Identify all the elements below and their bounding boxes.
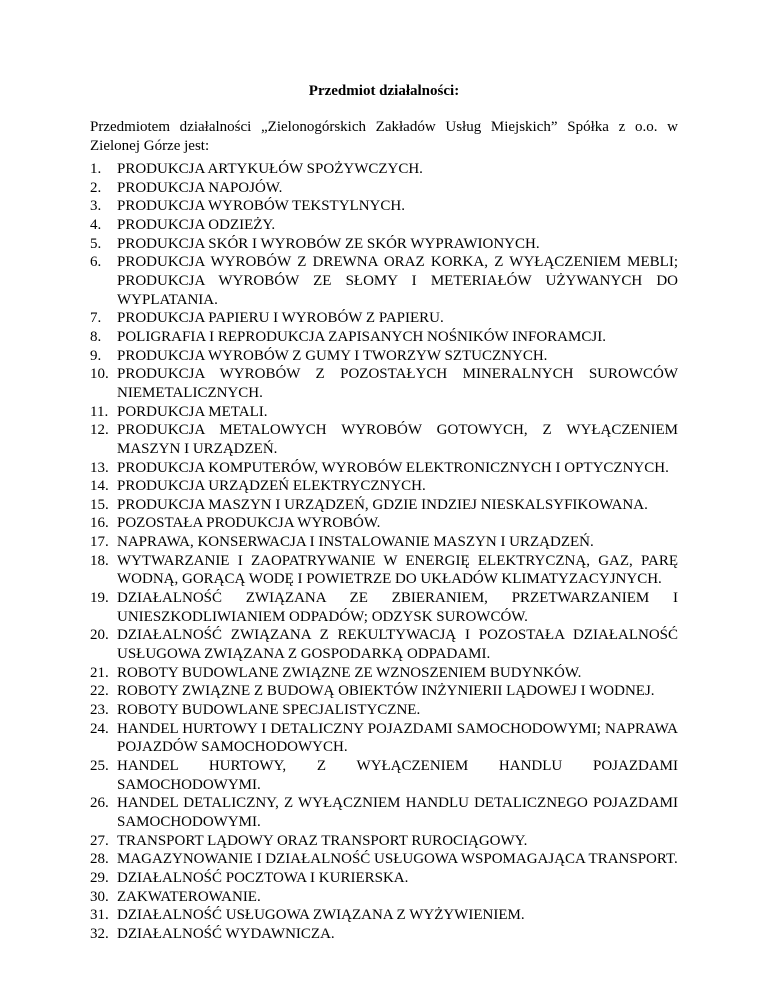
list-item-number: 4. <box>90 216 102 233</box>
list-item-text: PRODUKCJA ARTYKUŁÓW SPOŻYWCZYCH. <box>117 161 423 177</box>
list-item-number: 3. <box>90 198 102 215</box>
list-item <box>90 626 678 663</box>
list-item-text: PRODUKCJA WYROBÓW Z POZOSTAŁYCH MINERALNYCH SUROWCÓW NIEMETALICZNYCH. <box>117 366 678 401</box>
list-item-number: 14. <box>90 478 109 495</box>
list-item-number: 2. <box>90 179 102 196</box>
list-item-text: NAPRAWA, KONSERWACJA I INSTALOWANIE MASZYN I URZĄDZEŃ. <box>117 534 594 551</box>
list-item-text: PRODUKCJA URZĄDZEŃ ELEKTRYCZNYCH. <box>117 478 426 495</box>
list-item <box>90 365 678 402</box>
list-item <box>90 832 678 851</box>
list-item-number: 11. <box>90 403 109 420</box>
document-title: Przedmiot działalności: <box>308 83 460 99</box>
list-item-number: 13. <box>90 459 109 476</box>
list-item-number: 21. <box>90 664 109 681</box>
list-item <box>90 179 678 198</box>
list-item <box>90 869 678 888</box>
list-item-number: 6. <box>90 254 102 271</box>
list-item <box>90 328 678 347</box>
list-item-text: DZIAŁALNOŚĆ POCZTOWA I KURIERSKA. <box>117 869 409 886</box>
list-item-number: 19. <box>90 590 109 607</box>
list-item-number: 29. <box>90 869 109 886</box>
list-item <box>90 197 678 216</box>
list-item-text: DZIAŁALNOŚĆ USŁUGOWA ZWIĄZANA Z WYŻYWIENIEM. <box>117 907 525 924</box>
list-item-text: PRODUKCJA PAPIERU I WYROBÓW Z PAPIERU. <box>117 310 444 327</box>
list-item-number: 5. <box>90 235 102 252</box>
list-item-number: 12. <box>90 422 109 439</box>
list-item-number: 8. <box>90 328 102 345</box>
list-item <box>90 216 678 235</box>
list-item-number: 20. <box>90 627 109 644</box>
list-item-text: PRODUKCJA WYROBÓW TEKSTYLNYCH. <box>117 198 405 215</box>
list-item-text: PRODUKCJA NAPOJÓW. <box>117 179 283 196</box>
list-item <box>90 925 678 944</box>
list-item-number: 32. <box>90 925 109 942</box>
list-item <box>90 403 678 422</box>
list-item-number: 25. <box>90 758 109 774</box>
list-item-text: PRODUKCJA ODZIEŻY. <box>117 216 276 233</box>
list-item-number: 27. <box>90 832 109 849</box>
list-item-number: 7. <box>90 310 102 327</box>
list-item <box>90 477 678 496</box>
list-item <box>90 235 678 254</box>
list-item-number: 18. <box>90 552 109 569</box>
list-item-text: WYTWARZANIE I ZAOPATRYWANIE W ENERGIĘ ELEKTRYCZNĄ, GAZ, PARĘ WODNĄ, GORĄCĄ WODĘ I POWIETRZE DO UKŁADÓW KLIMATYZACYJNYCH. <box>117 552 678 588</box>
list-item-text: PRODUKCJA SKÓR I WYROBÓW ZE SKÓR WYPRAWIONYCH. <box>117 235 540 252</box>
list-item-number: 31. <box>90 907 109 924</box>
list-item <box>90 309 678 328</box>
list-item-number: 9. <box>90 347 102 364</box>
list-item-text: DZIAŁALNOŚĆ ZWIĄZANA ZE ZBIERANIEM, PRZETWARZANIEM I UNIESZKODLIWIANIEM ODPADÓW; ODZYSK SUROWCÓW. <box>117 590 678 625</box>
list-item-text: PRODUKCJA KOMPUTERÓW, WYROBÓW ELEKTRONICZNYCH I OPTYCZNYCH. <box>117 459 669 476</box>
list-item <box>90 589 678 626</box>
list-item-text: POLIGRAFIA I REPRODUKCJA ZAPISANYCH NOŚNIKÓW INFORAMCJI. <box>117 328 606 345</box>
list-item <box>90 496 678 515</box>
list-item-text: PRODUKCJA WYROBÓW Z DREWNA ORAZ KORKA, Z WYŁĄCZENIEM MEBLI; PRODUKCJA WYROBÓW ZE SŁOMY I METERIAŁÓW UŻYWANYCH DO WYPLATANIA. <box>117 254 678 308</box>
list-item-number: 26. <box>90 795 109 812</box>
list-item-text: PRODUKCJA MASZYN I URZĄDZEŃ, GDZIE INDZIEJ NIESKALSYFIKOWANA. <box>117 496 648 513</box>
activity-list <box>90 160 678 944</box>
list-item <box>90 682 678 701</box>
list-item-number: 16. <box>90 515 109 532</box>
list-item-number: 22. <box>90 683 109 700</box>
list-item <box>90 514 678 533</box>
list-item-number: 15. <box>90 496 109 513</box>
list-item-number: 17. <box>90 534 109 551</box>
list-item-text: MAGAZYNOWANIE I DZIAŁALNOŚĆ USŁUGOWA WSPOMAGAJĄCA TRANSPORT. <box>117 851 678 868</box>
list-item-text: TRANSPORT LĄDOWY ORAZ TRANSPORT RUROCIĄGOWY. <box>117 832 528 849</box>
list-item-number: 24. <box>90 720 109 737</box>
list-item-text: HANDEL HURTOWY I DETALICZNY POJAZDAMI SAMOCHODOWYMI; NAPRAWA POJAZDÓW SAMOCHODOWYCH. <box>117 720 678 756</box>
list-item-text: POZOSTAŁA PRODUKCJA WYROBÓW. <box>117 515 381 532</box>
list-item <box>90 794 678 831</box>
list-item <box>90 160 678 179</box>
list-item <box>90 421 678 458</box>
list-item-number: 30. <box>90 888 109 905</box>
list-item-text: ROBOTY BUDOWLANE ZWIĄZNE ZE WZNOSZENIEM BUDYNKÓW. <box>117 664 582 681</box>
list-item <box>90 850 678 869</box>
list-item-number: 1. <box>90 161 102 177</box>
list-item-text: PRODUKCJA WYROBÓW Z GUMY I TWORZYW SZTUCZNYCH. <box>117 347 548 364</box>
list-item-number: 28. <box>90 851 109 868</box>
list-item-text: ROBOTY ZWIĄZNE Z BUDOWĄ OBIEKTÓW INŻYNIERII LĄDOWEJ I WODNEJ. <box>117 683 655 700</box>
list-item-text: HANDEL HURTOWY, Z WYŁĄCZENIEM HANDLU POJAZDAMI SAMOCHODOWYMI. <box>117 758 678 793</box>
intro-paragraph: Przedmiotem działalności „Zielonogórskich Zakładów Usług Miejskich” Spółka z o.o. w Zielonej Górze jest: <box>90 119 678 154</box>
list-item-number: 23. <box>90 702 109 719</box>
list-item-text: HANDEL DETALICZNY, Z WYŁĄCZNIEM HANDLU DETALICZNEGO POJAZDAMI SAMOCHODOWYMI. <box>117 795 678 830</box>
list-item-number: 10. <box>90 366 109 383</box>
list-item <box>90 459 678 478</box>
list-item <box>90 664 678 683</box>
list-item-text: PRODUKCJA METALOWYCH WYROBÓW GOTOWYCH, Z WYŁĄCZENIEM MASZYN I URZĄDZEŃ. <box>117 422 678 457</box>
list-item <box>90 888 678 907</box>
list-item-text: ZAKWATEROWANIE. <box>117 888 261 905</box>
list-item-text: DZIAŁALNOŚĆ WYDAWNICZA. <box>117 925 335 942</box>
list-item <box>90 701 678 720</box>
list-item-text: PORDUKCJA METALI. <box>117 403 268 420</box>
list-item <box>90 552 678 589</box>
list-item <box>90 720 678 757</box>
list-item <box>90 253 678 309</box>
list-item <box>90 906 678 925</box>
list-item <box>90 757 678 794</box>
list-item-text: DZIAŁALNOŚĆ ZWIĄZANA Z REKULTYWACJĄ I POZOSTAŁA DZIAŁALNOŚĆ USŁUGOWA ZWIĄZANA Z GOSPODARKĄ ODPADAMI. <box>117 627 678 663</box>
list-item <box>90 347 678 366</box>
list-item-text: ROBOTY BUDOWLANE SPECJALISTYCZNE. <box>117 702 421 719</box>
list-item <box>90 533 678 552</box>
